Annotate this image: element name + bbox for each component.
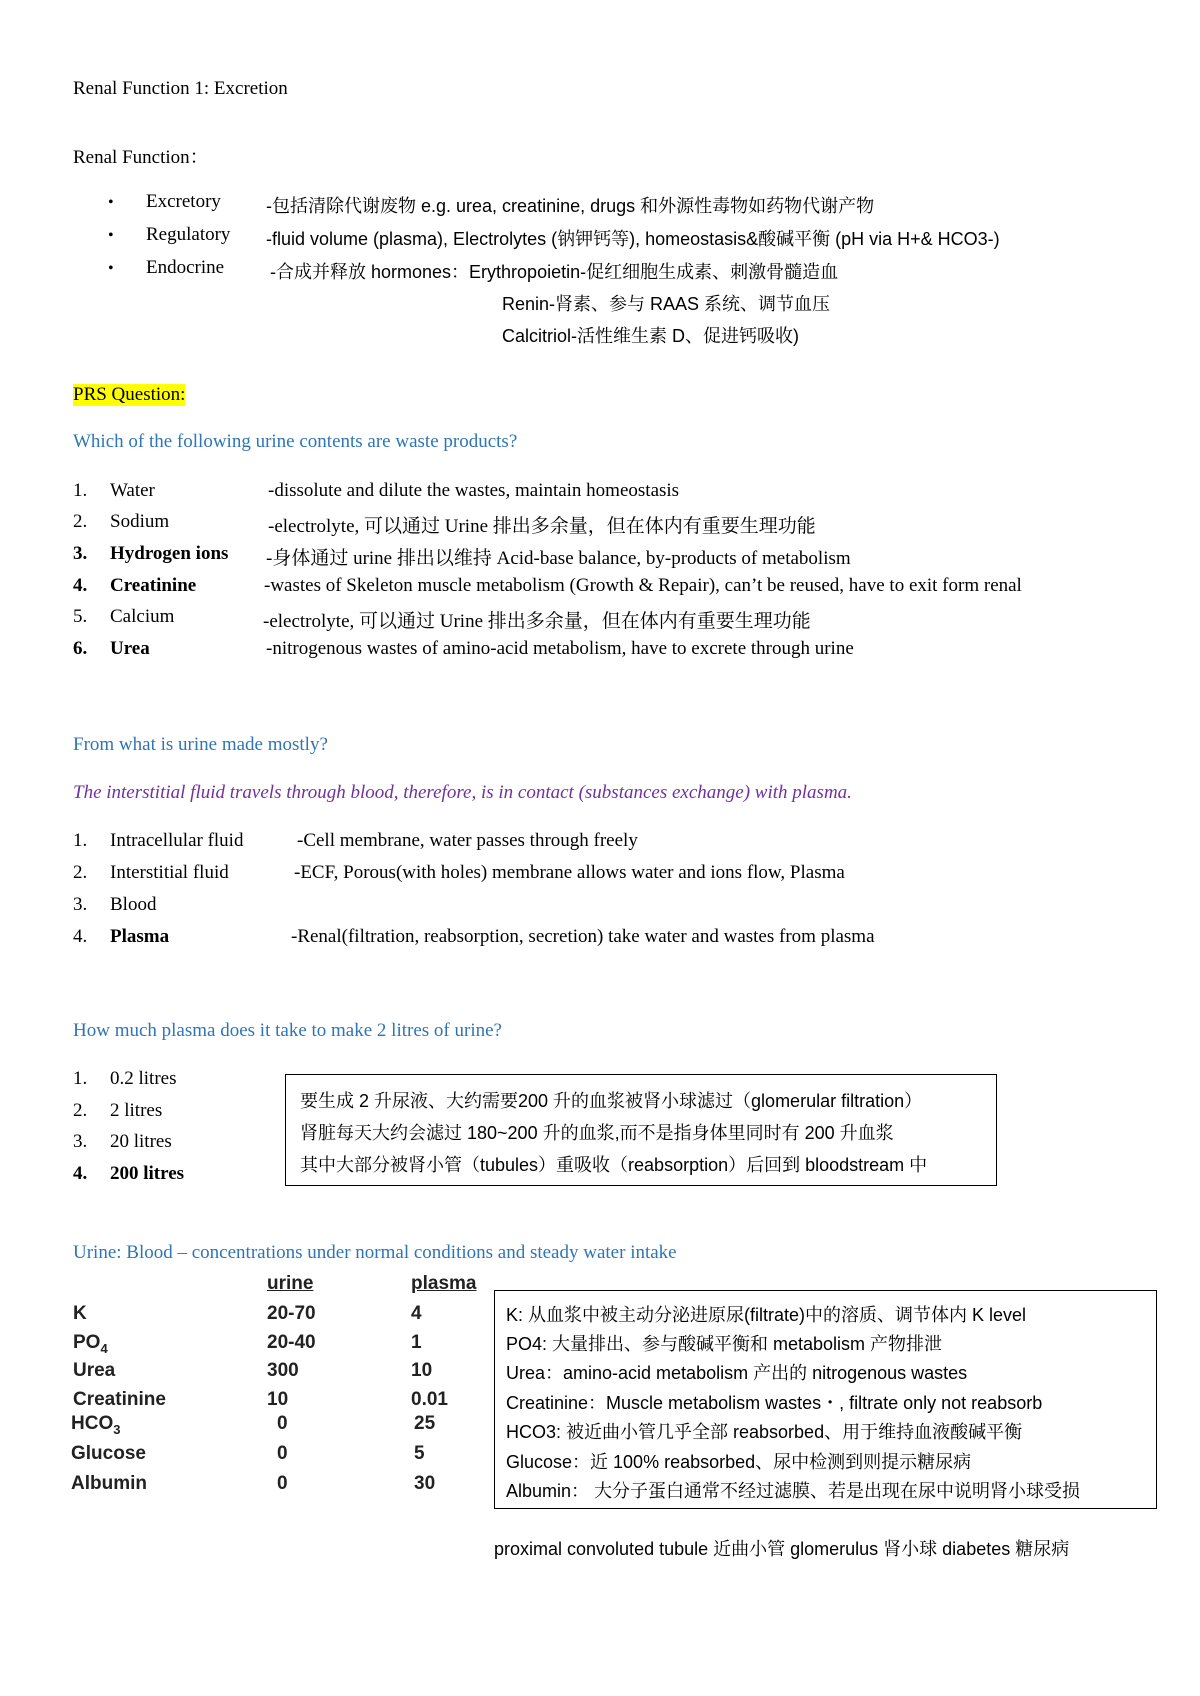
option-label: 200 litres (110, 1163, 185, 1184)
section-label: Renal Function： (73, 147, 209, 168)
column-header-plasma: plasma (411, 1273, 477, 1294)
option-note: -wastes of Skeleton muscle metabolism (Growth & Repair), can’t be reused, have to exit form renal (264, 575, 1022, 596)
option-note: -身体通过 urine 排出以维持 Acid-base balance, by-products of metabolism (266, 548, 851, 569)
option-label: Intracellular fluid (110, 830, 244, 851)
solute-name: Creatinine (73, 1389, 166, 1410)
solute-name: K (73, 1303, 87, 1324)
option-number: 1. (73, 1068, 88, 1089)
option-number: 4. (73, 575, 88, 596)
option-note: -electrolyte, 可以通过 Urine 排出多余量，但在体内有重要生理功能 (268, 516, 816, 537)
option-number: 2. (73, 511, 88, 532)
option-note: -ECF, Porous(with holes) membrane allows water and ions flow, Plasma (294, 862, 845, 883)
urine-value: 300 (267, 1360, 299, 1381)
option-number: 5. (73, 606, 88, 627)
option-number: 3. (73, 1131, 88, 1152)
function-name: Regulatory (146, 224, 231, 245)
option-label: Creatinine (110, 575, 197, 596)
function-desc: -fluid volume (plasma), Electrolytes (钠钾钙等), homeostasis&酸碱平衡 (pH via H+& HCO3-) (266, 229, 1000, 249)
option-label: Plasma (110, 926, 170, 947)
option-label: Calcium (110, 606, 175, 627)
box-line: Creatinine：Muscle metabolism wastes・, filtrate only not reabsorb (506, 1393, 1043, 1413)
column-header-urine: urine (267, 1273, 314, 1294)
box-line: 要生成 2 升尿液、大约需要200 升的血浆被肾小球滤过（glomerular filtration） (300, 1091, 923, 1111)
urine-value: 20-40 (267, 1332, 316, 1353)
solute-notes-box (494, 1290, 1157, 1509)
option-note: -Renal(filtration, reabsorption, secretion) take water and wastes from plasma (291, 926, 875, 947)
bullet-icon: • (108, 227, 114, 244)
solute-name: $HCO_3$ (71, 1413, 121, 1437)
endocrine-renin: Renin-肾素、参与 RAAS 系统、调节血压 (502, 294, 831, 314)
box-line: Glucose：近 100% reabsorbed、尿中检测到则提示糖尿病 (506, 1452, 972, 1472)
plasma-value: 30 (414, 1473, 436, 1494)
option-note: -Cell membrane, water passes through freely (297, 830, 638, 851)
option-label: Blood (110, 894, 157, 915)
urine-value: 10 (267, 1389, 289, 1410)
option-number: 4. (73, 1163, 88, 1184)
option-label: Sodium (110, 511, 170, 532)
urine-value: 0 (277, 1473, 288, 1494)
box-line: 其中大部分被肾小管（tubules）重吸收（reabsorption）后回到 bloodstream 中 (300, 1155, 928, 1175)
box-line: 肾脏每天大约会滤过 180~200 升的血浆,而不是指身体里同时有 200 升血浆 (300, 1123, 894, 1143)
question-3: How much plasma does it take to make 2 litres of urine? (73, 1020, 502, 1041)
urine-value: 0 (277, 1443, 288, 1464)
option-label: 2 litres (110, 1100, 163, 1121)
option-number: 6. (73, 638, 88, 659)
box-line: K: 从血浆中被主动分泌进原尿(filtrate)中的溶质、调节体内 K level (506, 1305, 1027, 1325)
option-number: 4. (73, 926, 88, 947)
plasma-explanation-box (285, 1074, 997, 1186)
option-number: 2. (73, 1100, 88, 1121)
option-label: 20 litres (110, 1131, 172, 1152)
box-line: Albumin： 大分子蛋白通常不经过滤膜、若是出现在尿中说明肾小球受损 (506, 1481, 1081, 1501)
function-desc: -合成并释放 hormones：Erythropoietin-促红细胞生成素、刺激骨髓造血 (270, 262, 839, 282)
urine-value: 0 (277, 1413, 288, 1434)
prs-question-label: PRS Question: (73, 384, 186, 405)
question-2: From what is urine made mostly? (73, 734, 328, 755)
plasma-value: 5 (414, 1443, 425, 1464)
question-1: Which of the following urine contents are waste products? (73, 431, 518, 452)
solute-name: $PO_4$ (73, 1332, 108, 1356)
endocrine-calcitriol: Calcitriol-活性维生素 D、促进钙吸收) (502, 326, 799, 346)
option-note: -nitrogenous wastes of amino-acid metabolism, have to excrete through urine (266, 638, 854, 659)
question-4: Urine: Blood – concentrations under normal conditions and steady water intake (73, 1242, 677, 1263)
option-number: 2. (73, 862, 88, 883)
function-desc: -包括清除代谢废物 e.g. urea, creatinine, drugs 和外源性毒物如药物代谢产物 (266, 196, 875, 216)
solute-name: Urea (73, 1360, 116, 1381)
bullet-icon: • (108, 260, 114, 277)
box-line: Urea：amino-acid metabolism 产出的 nitrogenous wastes (506, 1363, 968, 1383)
function-name: Endocrine (146, 257, 225, 278)
option-label: Hydrogen ions (110, 543, 229, 564)
option-number: 1. (73, 830, 88, 851)
option-number: 3. (73, 543, 88, 564)
bullet-icon: • (108, 194, 114, 211)
solute-name: Glucose (71, 1443, 146, 1464)
solute-name: Albumin (71, 1473, 147, 1494)
box-line: HCO3: 被近曲小管几乎全部 reabsorbed、用于维持血液酸碱平衡 (506, 1422, 1023, 1442)
box-line: PO4: 大量排出、参与酸碱平衡和 metabolism 产物排泄 (506, 1334, 943, 1354)
plasma-value: 1 (411, 1332, 422, 1353)
option-number: 1. (73, 480, 88, 501)
option-note: -electrolyte, 可以通过 Urine 排出多余量，但在体内有重要生理功能 (263, 611, 811, 632)
option-label: Water (110, 480, 155, 501)
plasma-value: 25 (414, 1413, 436, 1434)
option-label: 0.2 litres (110, 1068, 177, 1089)
option-label: Interstitial fluid (110, 862, 229, 883)
plasma-value: 10 (411, 1360, 433, 1381)
glossary-note: proximal convoluted tubule 近曲小管 glomerulus 肾小球 diabetes 糖尿病 (494, 1539, 1070, 1559)
option-number: 3. (73, 894, 88, 915)
option-note: -dissolute and dilute the wastes, maintain homeostasis (268, 480, 680, 501)
plasma-value: 4 (411, 1303, 422, 1324)
plasma-value: 0.01 (411, 1389, 448, 1410)
page-title: Renal Function 1: Excretion (73, 78, 288, 99)
option-label: Urea (110, 638, 150, 659)
function-name: Excretory (146, 191, 221, 212)
urine-value: 20-70 (267, 1303, 316, 1324)
question-2-explanation: The interstitial fluid travels through blood, therefore, is in contact (substances exchange) with plasma. (73, 782, 852, 803)
